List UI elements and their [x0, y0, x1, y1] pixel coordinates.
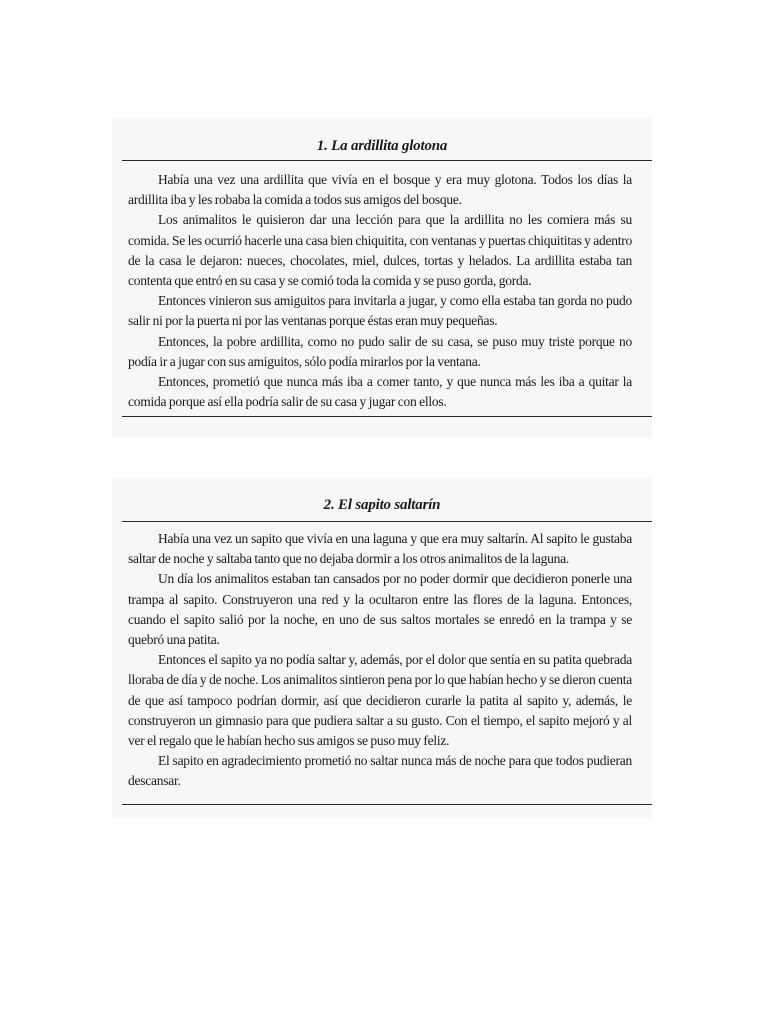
title-divider: [122, 160, 652, 161]
story-paragraph: Entonces vinieron sus amiguitos para invitarla a jugar, y como ella estaba tan gorda no pudo salir ni por la puerta ni por las ventanas porque éstas eran muy pequeñas.: [128, 293, 632, 329]
story-paragraph: Entonces el sapito ya no podía saltar y, además, por el dolor que sentía en su patita quebrada lloraba de día y de noche. Los animalitos sintieron pena por lo que habían hecho y se dieron cuenta de que así tampoco podrían dormir, así que decidieron curarle la patita al sapito y, además, le construyeron un gimnasio para que pudiera saltar a su gusto. Con el tiempo, el sapito mejoró y al ver el regalo que le habían hecho sus amigos se puso muy feliz.: [128, 652, 632, 749]
story-section-ardillita: [112, 118, 652, 438]
story-paragraph: Entonces, la pobre ardillita, como no pudo salir de su casa, se puso muy triste porque no podía ir a jugar con sus amiguitos, sólo podía mirarlos por la ventana.: [128, 333, 632, 369]
title-divider: [122, 521, 652, 522]
section-end-divider: [122, 416, 652, 417]
section-end-divider: [122, 804, 652, 805]
story-title: 1. La ardillita glotona: [316, 138, 448, 154]
story-paragraph: Entonces, prometió que nunca más iba a comer tanto, y que nunca más les iba a quitar la comida porque así ella podría salir de su casa y jugar con ellos.: [128, 374, 632, 410]
story-paragraph: Había una vez una ardillita que vivía en el bosque y era muy glotona. Todos los días la ardillita iba y les robaba la comida a todos sus amigos del bosque.: [128, 172, 632, 208]
story-paragraph: Había una vez un sapito que vivía en una laguna y que era muy saltarín. Al sapito le gustaba saltar de noche y saltaba tanto que no dejaba dormir a los otros animalitos de la laguna.: [128, 531, 632, 567]
story-body: [128, 170, 632, 412]
story-section-sapito: [112, 478, 652, 818]
story-title: 2. El sapito saltarín: [323, 497, 441, 513]
story-paragraph: Un día los animalitos estaban tan cansados por no poder dormir que decidieron ponerle una trampa al sapito. Construyeron una red y la ocultaron entre las flores de la laguna. Entonces, cuando el sapito salió por la noche, en uno de sus saltos mortales se enredó en la trampa y se quebró una patita.: [128, 571, 632, 648]
story-body: [128, 529, 632, 792]
story-paragraph: El sapito en agradecimiento prometió no saltar nunca más de noche para que todos pudieran descansar.: [128, 753, 632, 789]
story-paragraph: Los animalitos le quisieron dar una lección para que la ardillita no les comiera más su comida. Se les ocurrió hacerle una casa bien chiquitita, con ventanas y puertas chiquititas y adentro de la casa le dejaron: nueces, chocolates, miel, dulces, tortas y helados. La ardillita estaba tan contenta que entró en su casa y se comió toda la comida y se puso gorda, gorda.: [128, 212, 632, 289]
